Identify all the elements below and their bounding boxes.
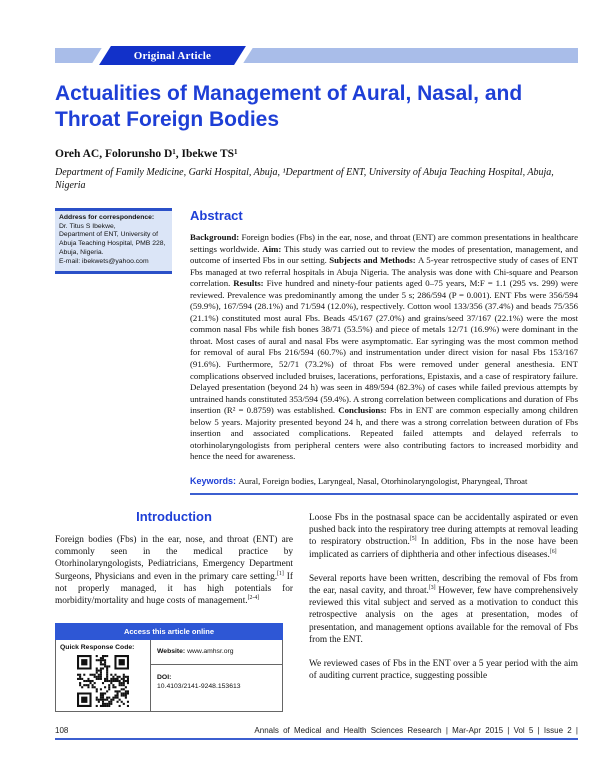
correspondence-email: E-mail: ibekwets@yahoo.com (59, 257, 149, 265)
affiliation-line: Department of Family Medicine, Garki Hospital, Abuja, ¹Department of ENT, University of Abuja Teaching Hospital, Abuja, Nigeria (55, 167, 554, 191)
correspondence-address: Department of ENT, University of Abuja Teaching Hospital, PMB 228, Abuja, Nigeria. (59, 231, 166, 256)
qr-cell (56, 640, 151, 711)
introduction-paragraph: Foreign bodies (Fbs) in the ear, nose, and throat (ENT) are commonly seen in the medical practice by Otorhinolaryngologists, Pediatricians, Emergency Department Surgeons, Physicians and even in the primary care setting.[1] If not properly managed, it has high potentials for morbidity/mortality and huge costs of management.[2-4] (55, 534, 293, 606)
page-title: Actualities of Management of Aural, Nasal, and Throat Foreign Bodies (55, 82, 523, 131)
doi-label: DOI: (157, 674, 172, 682)
introduction-paragraph: Several reports have been written, describing the removal of Fbs from the ear, nasal cavity, and throat.[3] However, few have comprehensively reviewed this vital subject and served as a motivation to conduct this retrospective analysis on the ages at presentation, modes of presentation, and management options available for the removal of Fbs from the ENT. (309, 573, 578, 645)
correspondence-label: Address for correspondence: (59, 214, 155, 221)
page-number: 108 (55, 726, 69, 735)
abstract-row (55, 208, 578, 495)
doi-cell (151, 665, 282, 711)
website-value: www.amhsr.org (187, 648, 234, 656)
access-article-box (55, 623, 283, 712)
abstract-column (190, 208, 578, 495)
introduction-section (55, 509, 578, 712)
access-info-cell (151, 640, 282, 711)
abstract-heading: Abstract (190, 208, 243, 223)
introduction-paragraph: Loose Fbs in the postnasal space can be accidentally aspirated or even pushed back into the respiratory tree during attempts at removal leading to respiratory obstruction.[5] In addition, Fbs in the nose have been implicated as carriers of diphtheria and other infectious diseases.[6] (309, 512, 578, 560)
correspondence-name: Dr. Titus S Ibekwe, (59, 222, 116, 230)
section-banner (55, 48, 578, 63)
doi-value: 10.4103/2141-9248.153613 (157, 683, 241, 691)
correspondence-box (55, 208, 172, 274)
badge-label: Original Article (133, 49, 212, 62)
journal-citation-line: Annals of Medical and Health Sciences Research | Mar-Apr 2015 | Vol 5 | Issue 2 | (254, 726, 578, 735)
correspondence-column (55, 208, 172, 495)
badge-ribbon (99, 46, 246, 65)
website-cell (151, 640, 282, 665)
abstract-text: Background: Foreign bodies (Fbs) in the ear, nose, and throat (ENT) are common presentations in healthcare settings worldwide. Aim: This study was carried out to review the modes of presentation, management, and outcome of inserted Fbs in our setting. Subjects and Methods: A 5-year retrospective study of cases of ENT Fbs managed at two referral hospitals in Abuja Nigeria. The analysis was done with Chi-square and Pearson correlation. Results: Five hundred and ninety-four patients aged 0–75 years, M:F = 1.1 (295 vs. 299) were reviewed. Prevalence was predominantly among the under 5 s; 286/594 (P = 0.001). ENT Fbs were 356/594 (59.9%), 167/594 (28.1%) and 71/594 (12.0%), respectively. Cotton wool 133/356 (37.4%) and beads 75/356 (21.1%) constituted most aural Fbs. Beads 45/167 (27.0%) and grains/seed 37/167 (22.1%) were the most common nasal Fbs while fish bones 38/71 (53.5%) and piece of metals 12/71 (16.9%) were dominant in the throat. Most cases of aural and nasal Fbs were asymptomatic. Ear syringing was the most common method for removal of aural Fbs 216/594 (60.7%) and instrumentation under direct vision for nasal Fbs 153/167 (91.6%). Furthermore, 52/71 (73.2%) of throat Fbs were removed under general anesthesia. ENT complications observed included bruises, lacerations, perforations, Epistaxis, and a case of respiratory failure. Delayed presentation (beyond 24 h) was seen in 489/594 (82.3%) of cases while failed previous attempts by untrained hands constituted 353/594 (59.4%). A strong correlation between complications and duration of Fbs insertion (R² = 0.8759) was established. Conclusions: Fbs in ENT are common especially among children below 5 years. Majority presented beyond 24 h, and there was a strong correlation between duration of Fbs insertion and associated complications. Repeated failed attempts and delayed referrals to otorhinolaryngologists from peripheral centers were also contributing factors to increased morbidity and hence the need for awareness. (190, 232, 579, 462)
page-footer (55, 726, 578, 740)
original-article-badge (105, 46, 240, 65)
introduction-heading: Introduction (136, 508, 212, 524)
authors-line: Oreh AC, Folorunsho D¹, Ibekwe TS¹ (55, 148, 238, 160)
website-label: Website: (157, 648, 188, 656)
qr-label: Quick Response Code: (60, 644, 135, 652)
introduction-paragraph: We reviewed cases of Fbs in the ENT over a 5 year period with the aim of auditing current practice, suggesting possible (309, 658, 578, 682)
qr-code (77, 655, 129, 707)
access-box-header: Access this article online (55, 623, 283, 640)
keywords-divider (190, 493, 578, 495)
keywords-line (190, 476, 578, 486)
access-box-body (55, 640, 283, 712)
introduction-left-column (55, 509, 293, 712)
introduction-right-column (309, 509, 578, 712)
keywords-label: Keywords: (190, 475, 239, 486)
keywords-text: Aural, Foreign bodies, Laryngeal, Nasal, Otorhinolaryngologist, Pharyngeal, Throat (238, 475, 528, 486)
